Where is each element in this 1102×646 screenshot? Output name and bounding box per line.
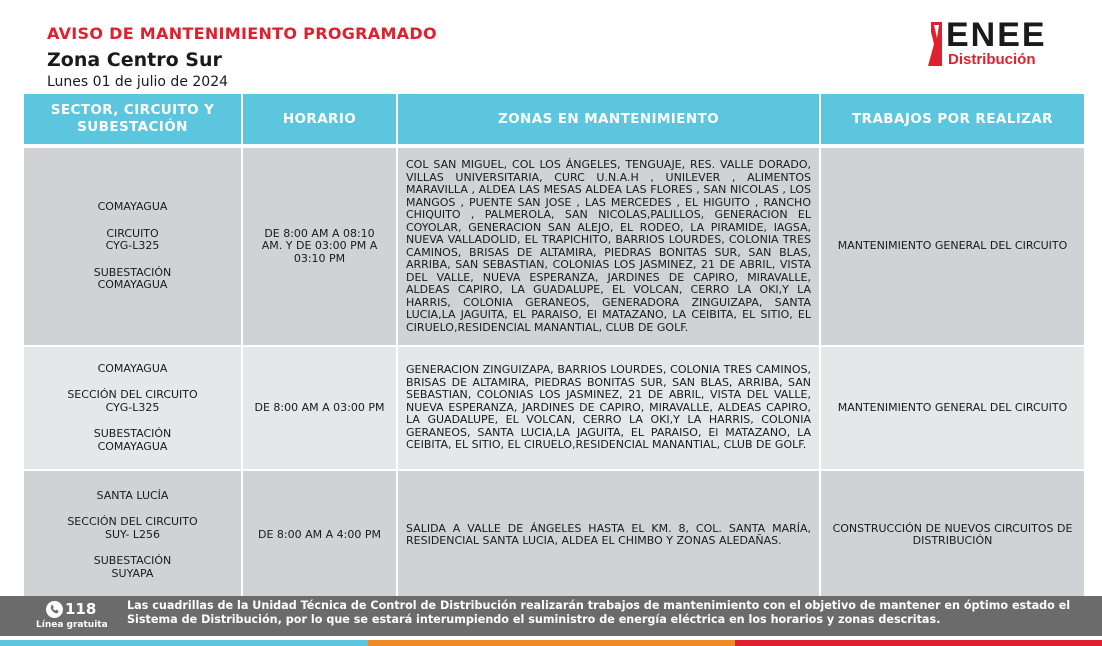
- work-cell: MANTENIMIENTO GENERAL DEL CIRCUITO: [820, 148, 1084, 346]
- table-header-row: [24, 94, 1084, 144]
- zone-name: Zona Centro Sur: [47, 49, 222, 71]
- substation-label: SUBESTACIÓN: [93, 265, 172, 279]
- col-header-sector: SECTOR, CIRCUITO Y SUBESTACIÓN: [24, 94, 242, 144]
- work-cell: CONSTRUCCIÓN DE NUEVOS CIRCUITOS DE DISTRIBUCIÓN: [820, 470, 1084, 600]
- sector-cell: [24, 346, 242, 470]
- hours-cell: DE 8:00 AM A 4:00 PM: [242, 470, 397, 600]
- substation-label: SUBESTACIÓN: [93, 554, 172, 568]
- circuit-label: SECCIÓN DEL CIRCUITO: [67, 515, 198, 529]
- logo-subtitle: Distribución: [948, 51, 1036, 68]
- hotline-label: Línea gratuita: [36, 620, 108, 630]
- col-header-zones: ZONAS EN MANTENIMIENTO: [397, 94, 820, 144]
- sector-name: SANTA LUCÍA: [96, 488, 169, 502]
- circuit-code: CYG-L325: [105, 239, 160, 253]
- circuit-label: CIRCUITO: [106, 226, 159, 240]
- hotline-number: 118: [65, 600, 97, 618]
- substation-name: COMAYAGUA: [97, 439, 168, 453]
- footer-bar: [0, 596, 1102, 636]
- hours-cell: DE 8:00 AM A 08:10 AM. Y DE 03:00 PM A 03:10 PM: [242, 148, 397, 346]
- table-row: [24, 346, 1084, 470]
- substation-name: SUYAPA: [111, 566, 154, 580]
- circuit-label: SECCIÓN DEL CIRCUITO: [67, 388, 198, 402]
- substation-label: SUBESTACIÓN: [93, 427, 172, 441]
- enee-logo: [926, 16, 1086, 72]
- footer-stripe-orange: [368, 640, 735, 646]
- col-header-hours: HORARIO: [242, 94, 397, 144]
- footer-notice-text: Las cuadrillas de la Unidad Técnica de Control de Distribución realizarán trabajos de mantenimiento con el objetivo de mantener en óptimo estado el Sistema de Distribución, por lo que se estará interumpiendo el suministro de energía eléctrica en los horarios y zonas descritas.: [127, 599, 1071, 626]
- zones-cell: SALIDA A VALLE DE ÁNGELES HASTA EL KM. 8, COL. SANTA MARÍA, RESIDENCIAL SANTA LUCIA, ALDEA EL CHIMBO Y ZONAS ALEDAÑAS.: [397, 470, 820, 600]
- sector-name: COMAYAGUA: [97, 200, 168, 214]
- circuit-code: CYG-L325: [105, 400, 160, 414]
- circuit-code: SUY- L256: [104, 527, 161, 541]
- substation-name: COMAYAGUA: [97, 278, 168, 292]
- sector-cell: [24, 470, 242, 600]
- table-row: [24, 470, 1084, 600]
- maintenance-table: [24, 94, 1084, 601]
- notice-title: AVISO DE MANTENIMIENTO PROGRAMADO: [47, 24, 437, 43]
- footer-stripe-red: [735, 640, 1102, 646]
- enee-logo-mark-icon: [928, 22, 942, 66]
- notice-date: Lunes 01 de julio de 2024: [47, 74, 229, 90]
- phone-icon: [46, 601, 63, 618]
- col-header-work: TRABAJOS POR REALIZAR: [820, 94, 1084, 144]
- work-cell: MANTENIMIENTO GENERAL DEL CIRCUITO: [820, 346, 1084, 470]
- hours-cell: DE 8:00 AM A 03:00 PM: [242, 346, 397, 470]
- sector-name: COMAYAGUA: [97, 361, 168, 375]
- zones-cell: GENERACION ZINGUIZAPA, BARRIOS LOURDES, COLONIA TRES CAMINOS, BRISAS DE ALTAMIRA, PIEDRAS BONITAS SUR, SAN BLAS, ARRIBA, SAN SEBASTIAN, COLONIAS LOS JASMINEZ, 21 DE ABRIL, VISTA DEL VALLE, NUEVA ESPERANZA, JARDINES DE CAPIRO, MIRAVALLE, ALDEAS CAPIRO, LA GUADALUPE, EL VOLCAN, CERRO LA OKI,Y LA HARRIS, COLONIA GERANEOS, SANTA LUCIA,LA JAGUITA, EL PARAISO, El MATAZANO, LA CEIBITA, EL SITIO, EL CIRUELO,RESIDENCIAL MANANTIAL, CLUB DE GOLF.: [397, 346, 820, 470]
- zones-cell: COL SAN MIGUEL, COL LOS ÁNGELES, TENGUAJE, RES. VALLE DORADO, VILLAS UNIVERSITARIA, CURC U.N.A.H , UNILEVER , ALIMENTOS MARAVILLA , ALDEA LAS MESAS ALDEA LAS FLORES , SAN NICOLAS , LOS MANGOS , PUENTE SAN JOSE , LAS MERCEDES , EL HIGUITO , RANCHO CHIQUITO , PALMEROLA, SAN NICOLAS,PALILLOS, GENERACION EL COYOLAR, GENERACION SAN ALEJO, EL RODEO, LA PIRAMIDE, IAGSA, NUEVA VALLADOLID, EL TRAPICHITO, BARRIOS LOURDES, COLONIA TRES CAMINOS, BRISAS DE ALTAMIRA, PIEDRAS BONITAS SUR, SAN BLAS, ARRIBA, SAN SEBASTIAN, COLONIAS LOS JASMINEZ, 21 DE ABRIL, VISTA DEL VALLE, NUEVA ESPERANZA, JARDINES DE CAPIRO, MIRAVALLE, ALDEAS CAPIRO, LA GUADALUPE, EL VOLCAN, CERRO LA OKI,Y LA HARRIS, COLONIA GERANEOS, GENERADORA ZINGUIZAPA, SANTA LUCIA,LA JAGUITA, EL PARAISO, El MATAZANO, LA CEIBITA, EL SITIO, EL CIRUELO,RESIDENCIAL MANANTIAL, CLUB DE GOLF.: [397, 148, 820, 346]
- logo-brand: ENEE: [946, 16, 1047, 54]
- table-row: [24, 148, 1084, 346]
- sector-cell: [24, 148, 242, 346]
- footer-stripe-cyan: [0, 640, 368, 646]
